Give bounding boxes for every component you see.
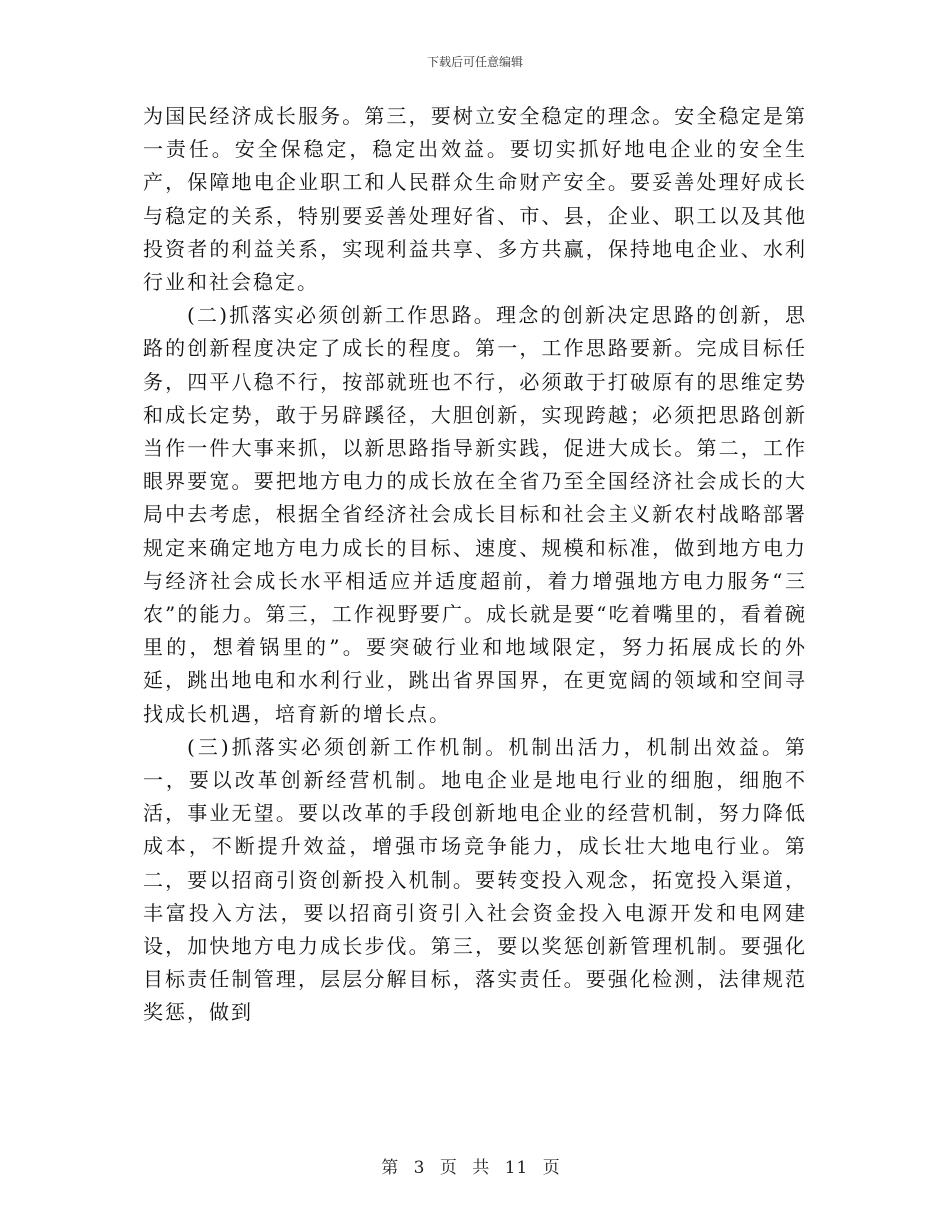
page-header: 下载后可任意编辑 xyxy=(426,55,523,69)
footer-prefix: 第 xyxy=(381,1158,400,1178)
footer-suffix: 页 xyxy=(542,1158,561,1178)
paragraph-1: 为国民经济成长服务。第三，要树立安全稳定的理念。安全稳定是第一责任。安全保稳定，稳定出效益。要切实抓好地电企业的安全生产，保障地电企业职工和人民群众生命财产安全。要妥善处理好成长与稳定的关系，特别要妥善处理好省、市、县，企业、职工以及其他投资者的利益关系，实现利益共享、多方共赢，保持地电企业、水利行业和社会稳定。 xyxy=(143,104,807,295)
footer-total-pages: 11 xyxy=(504,1158,529,1178)
footer-current-page: 3 xyxy=(413,1158,426,1178)
footer-page-word: 页 xyxy=(439,1158,458,1178)
page-footer xyxy=(0,1158,950,1178)
footer-total-word: 共 xyxy=(472,1158,491,1178)
document-body xyxy=(143,100,807,1030)
paragraph-2: (二)抓落实必须创新工作思路。理念的创新决定思路的创新，思路的创新程度决定了成长的程度。第一，工作思路要新。完成目标任务，四平八稳不行，按部就班也不行，必须敢于打破原有的思维定势和成长定势，敢于另辟蹊径，大胆创新，实现跨越；必须把思路创新当作一件大事来抓，以新思路指导新实践，促进大成长。第二，工作眼界要宽。要把地方电力的成长放在全省乃至全国经济社会成长的大局中去考虑，根据全省经济社会成长目标和社会主义新农村战略部署规定来确定地方电力成长的目标、速度、规模和标准，做到地方电力与经济社会成长水平相适应并适度超前，着力增强地方电力服务“三农”的能力。第三，工作视野要广。成长就是要“吃着嘴里的，看着碗里的，想着锅里的”。要突破行业和地域限定，努力拓展成长的外延，跳出地电和水利行业，跳出省界国界，在更宽阔的领域和空间寻找成长机遇，培育新的增长点。 xyxy=(143,303,807,726)
paragraph-3: (三)抓落实必须创新工作机制。机制出活力，机制出效益。第一，要以改革创新经营机制。地电企业是地电行业的细胞，细胞不活，事业无望。要以改革的手段创新地电企业的经营机制，努力降低成本，不断提升效益，增强市场竞争能力，成长壮大地电行业。第二，要以招商引资创新投入机制。要转变投入观念，拓宽投入渠道，丰富投入方法，要以招商引资引入社会资金投入电源开发和电网建设，加快地方电力成长步伐。第三，要以奖惩创新管理机制。要强化目标责任制管理，层层分解目标，落实责任。要强化检测，法律规范奖惩，做到 xyxy=(143,734,807,1025)
